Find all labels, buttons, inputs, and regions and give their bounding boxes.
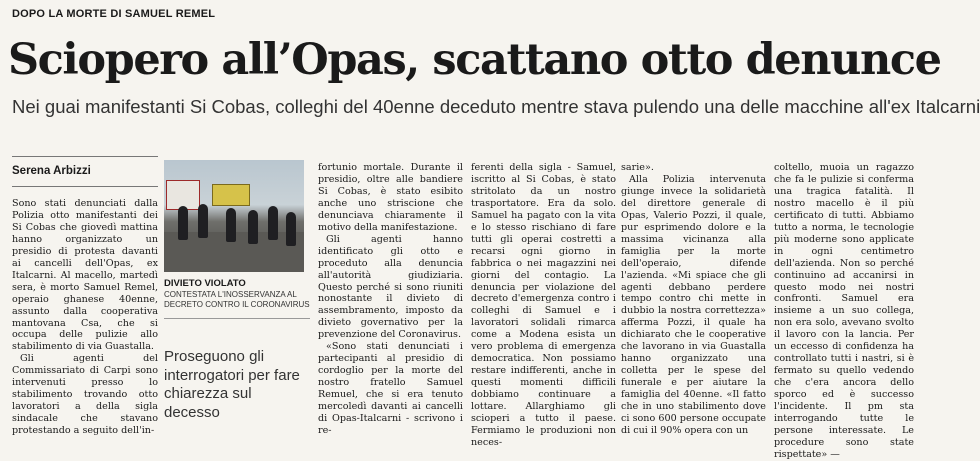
author-byline: Serena Arbizzi <box>12 165 91 177</box>
photo-caption-title: DIVIETO VIOLATO <box>164 278 246 289</box>
news-photo <box>164 160 304 272</box>
article-column-1 <box>12 198 158 438</box>
author-rule-bottom <box>12 186 158 187</box>
paragraph: coltello, muoia un ragazzo che fa le pulizie si conferma una tragica fatalità. Il nostro macello è il più certificato di tutti. Abbiamo tutto a norma, le tecnologie più moderne sono applicate in ogni centimetro dell'azienda. Non so perché continuino ad accanirsi in questo modo nei nostri confronti. Samuel era insieme a un suo collega, non era solo, avevano svolto il lavoro con la lancia. Per un eccesso di confidenza ha controllato tutti i nastri, si è fermato su quello vedendo che c'era ancora dello sporco ed è successo l'incidente. Il pm sta interrogando tutte le persone interessate. Le procedure sono state rispettate» — <box>774 162 914 460</box>
article-column-5 <box>774 162 914 460</box>
article-column-2 <box>318 162 463 440</box>
subheadline: Nei guai manifestanti Si Cobas, colleghi del 40enne deceduto mentre stava pulendo una delle macchine all'ex Italcarni <box>12 96 980 117</box>
person-silhouette <box>198 204 208 238</box>
paragraph: sarie». <box>621 162 654 173</box>
paragraph: Alla Polizia intervenuta giunge invece la solidarietà del direttore generale di Opas, Valerio Pozzi, il quale, pur esprimendo dolore e la massima vicinanza alla famiglia per la morte dell'operaio, difende l'azienda. «Mi spiace che gli agenti debbano perdere tempo contro chi mette in dubbio la nostra correttezza» afferma Pozzi, il quale ha dichiarato che le cooperative che lavorano in via Guastalla hanno organizzato una colletta per le spese del funerale e per aiutare la famiglia del 40enne. «Il fatto che in uno stabilimento dove ci sono 600 persone occupate di cui il 90% opera con un <box>621 173 766 436</box>
paragraph: fortunio mortale. Durante il presidio, oltre alle bandiere Si Cobas, è stato esibito anche uno striscione che denunciava chiaramente il motivo della manifestazione. <box>318 162 463 233</box>
paragraph: «Sono stati denunciati i partecipanti al presidio di cordoglio per la morte del nostro fratello Samuel Remuel, che si era tenuto mercoledì davanti ai cancelli di Opas-Italcarni - scrivono i re- <box>318 341 463 436</box>
author-rule-top <box>12 156 158 157</box>
paragraph: Gli agenti del Commissariato di Carpi sono intervenuti presso lo stabilimento trovando otto lavoratori a della sigla sindacale che stavano protestando a seguito dell'in- <box>12 353 158 437</box>
person-silhouette <box>178 206 188 240</box>
person-silhouette <box>248 210 258 244</box>
person-silhouette <box>268 206 278 240</box>
paragraph: ferenti della sigla - Samuel, iscritto al Si Cobas, è stato stritolato da un nostro trasportatore. Era da solo. Samuel ha pagato con la vita e lo stesso rischiano di fare tutti gli operai costretti a recarsi ogni giorno in fabbrica o nei magazzini nei giorni del contagio. La denuncia per violazione del decreto d'emergenza contro i colleghi di Samuel e i lavoratori solidali rimarca come a Modena esista un vero problema di emergenza democratica. Non possiamo restare indifferenti, anche in questi momenti difficili dobbiamo continuare a lottare. Allarghiamo gli scioperi a tutto il paese. Fermiamo le produzioni non neces- <box>471 162 616 448</box>
kicker: DOPO LA MORTE DI SAMUEL REMEL <box>12 8 216 20</box>
truck-shape <box>212 184 250 206</box>
person-silhouette <box>226 208 236 242</box>
paragraph: Gli agenti hanno identificato gli otto e proceduto alla denuncia all'autorità giudiziaria. Questo perché si sono riuniti nonostante il divieto di assembramento, imposto da divieto governativo per la prevenzione del Coronavirus. <box>318 233 463 341</box>
article-column-4 <box>621 162 766 440</box>
person-silhouette <box>286 212 296 246</box>
photo-caption-text: CONTESTATA L'INOSSERVANZA AL DECRETO CONTRO IL CORONAVIRUS <box>164 290 310 309</box>
paragraph: Sono stati denunciati dalla Polizia otto manifestanti dei Si Cobas che giovedì mattina hanno organizzato un presidio di protesta davanti ai cancelli dell'Opas, ex Italcarni. Al macello, martedì sera, è morto Samuel Remel, operaio ghanese 40enne, assunto dalla cooperativa mantovana Csa, che si occupa delle pulizie allo stabilimento di via Guastalla. <box>12 198 158 353</box>
caption-divider <box>164 318 310 319</box>
pull-quote: Proseguono gli interrogatori per fare chiarezza sul decesso <box>164 348 300 421</box>
article-column-3 <box>471 162 616 448</box>
headline: Sciopero all’Opas, scattano otto denunce <box>8 35 941 85</box>
